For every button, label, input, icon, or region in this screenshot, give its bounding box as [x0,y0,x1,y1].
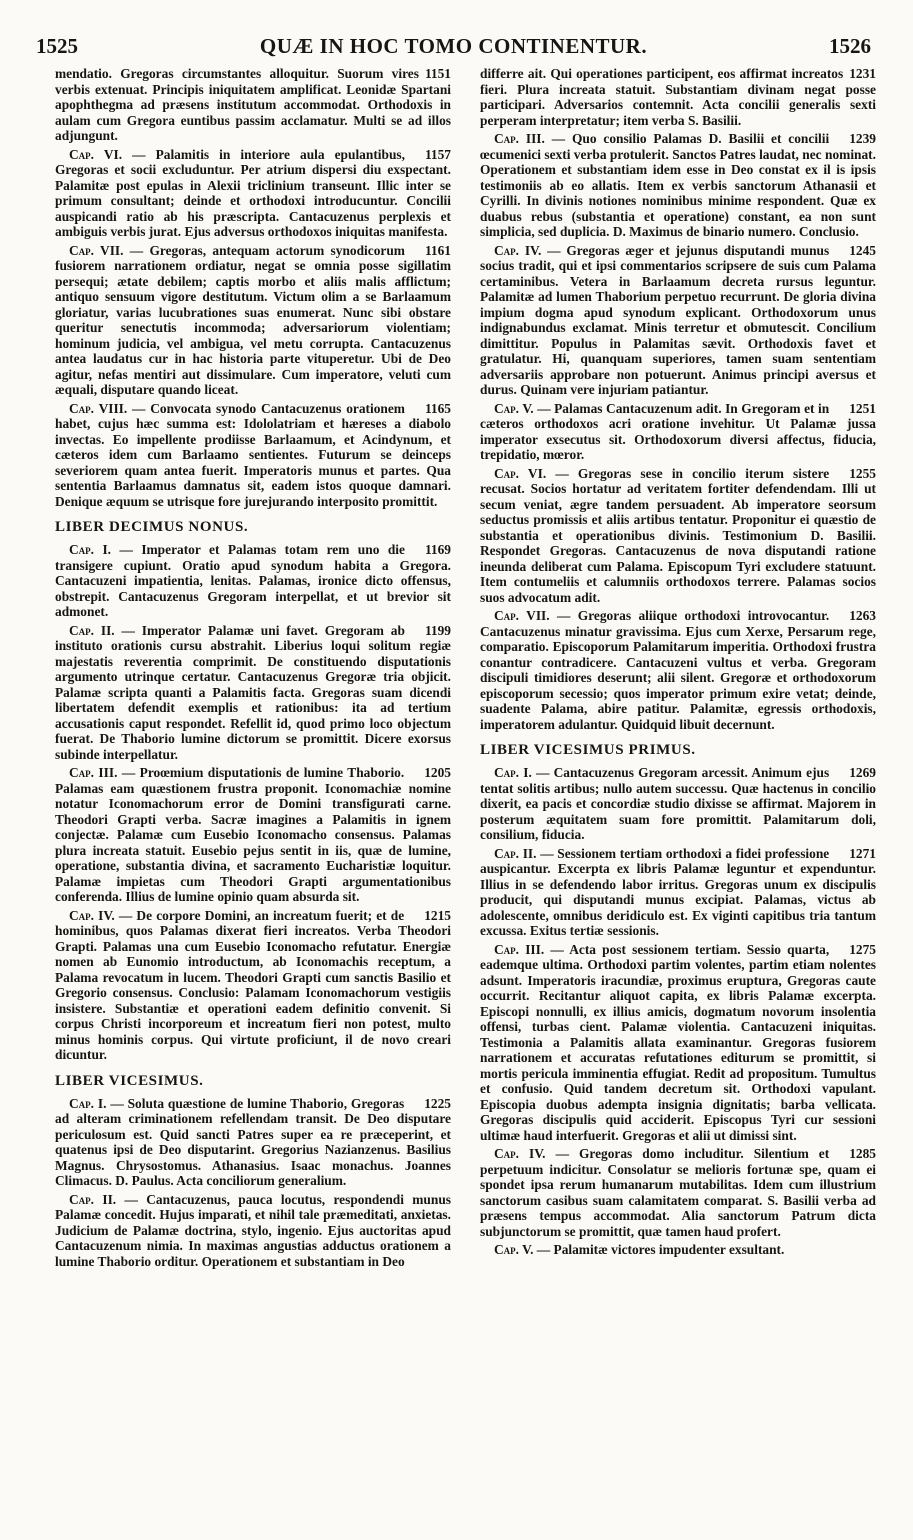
entry-text: — Convocata synodo Cantacuzenus orationem habet, cujus hæc summa est: Idololatriam et hæreses a diabolo invectas. Eo impellente prodiisse Barlaamum, et Acindynum, et cæteros idem cum Barlaamo sentientes. Futurum se deinceps severiorem quam antea fuerit. Imperatoris munus et partes. Qua sententia Barlaamus damnatus sit, eadem istos quoque damnari. Denique æquum se utrisque fore jurejurando interposito promittit. [55,400,451,509]
entry-text: — Imperator et Palamas totam rem uno die transigere cupiunt. Oratio apud synodum habita a Gregora. Cantacuzeni impatientia, lenitas. Palamas, ironice dicto offensus, obstrepit. Cantacuzenus Gregoram interpellat, et ut brevior sit admonet. [55,542,451,619]
running-title: QUÆ IN HOC TOMO CONTINENTUR. [259,34,648,58]
chapter-label: Cap. II. [69,1191,117,1207]
entry-page-number: 1285 [849,1146,876,1161]
entry-text: — Palamitæ victores impudenter exsultant. [536,1242,785,1257]
entry-page-number: 1151 [424,66,451,81]
chapter-label: Cap. V. [494,1242,534,1257]
entry-page-number: 1169 [424,542,451,557]
entry-page-number: 1157 [424,146,451,162]
chapter-entry-continued [55,66,451,144]
entry-page-number: 1271 [849,845,876,861]
chapter-label: Cap. VI. [494,465,547,481]
entry-page-number: 1263 [849,608,876,623]
entry-text: — Gregoras, antequam actorum synodicorum fusiorem narrationem ordiatur, negat se omnia posse sigillatim persequi; ætate debilem; captis morbo et aliis malis afflictum; antiquo sensuum vigore destitutum. Victum olim a se Barlaamum gloriatur, varias lucubrationes suas enumerat. Nunc sibi obstare queritur senectutis incommoda; adversariorum violentiam; hominum judicia, vel ambigua, vel metu corrupta. Cantacuzenus antea laudatus cur in hac historia parte vituperetur. Ubi de Deo agitur, nefas mentiri aut dissimulare. Cum imperatore, veluti cum æquali, disputare quando liceat. [55,242,451,397]
chapter-entry-continued [480,66,876,128]
book-heading: LIBER VICESIMUS. [55,1072,204,1089]
entry-text: — Proœmium disputationis de lumine Thaborio. Palamas eam quæstionem frustra proponit. Iconomachiæ nomine notatur Iconomachorum error de Domini transfigurati carne. Theodori Grapti verba. Sacræ imagines a Palamitis in ignem conjectæ. Palamæ cum Eusebio Iconomacho consensus. Palamas plura increata statuit. Eusebio pejus sentit in iis, quæ de lumine, operatione, substantia divina, et sacramento Eucharistiæ loquitur. Palamæ impietas cum Theodori Grapti argumentationibus conferenda. Illius de lumine opinio quam absurda sit. [55,765,451,904]
entry-page-number: 1165 [424,400,451,416]
entry-text: — Palamitis in interiore aula epulantibus, Gregoras et socii excluduntur. Per atrium dispersi diu exspectant. Palamitæ post epulas in Alexii triclinium transeunt. Illic inter se primum consultant; deinde et orthodoxi introducuntur. Concilii auspicandi ratio ab his præscripta. Cantacuzenus perplexis et ambiguis verbis jurat. Ejus adversus orthodoxos iniquitas manifesta. [55,146,451,239]
left-column [55,66,451,1510]
entry-page-number: 1239 [849,131,876,146]
entry-text: — Cantacuzenus Gregoram arcessit. Animum ejus tentat solitis artibus; nullo autem successu. Quæ hactenus in concilio dixerit, ea pacis et concordiæ studio dixisse se affirmat. Majorem in posterum æquitatem suam fore promittit. Palamitarum doli, consilium, fiducia. [480,765,876,842]
entry-text: — Gregoras æger et jejunus disputandi munus socius tradit, qui et ipsi commentarios scripsere de suis cum Palama certaminibus. Vetera in Barlaamum decreta rursus leguntur. Palamitæ ad lumen Thaborium perpetuo recurrunt. De gloria divina impium dogma apud synodum explicant. Orthodoxorum unus indignabundus exclamat. Minis terretur et obmutescit. Concilium dimittitur. Populus in Palamitas sævit. Orthodoxis favet et gratulatur. Hi, quanquam superiores, tamen suam sententiam adversariis approbare non potuerunt. Animus principi aversus et durus. Quinam vere injuriam patiantur. [480,242,876,397]
chapter-entry [55,147,451,240]
chapter-entry [480,131,876,240]
chapter-entry [480,765,876,843]
entry-page-number: 1275 [849,941,876,957]
entry-page-number: 1205 [424,765,451,780]
entry-text: — Cantacuzenus, pauca locutus, respondendi munus Palamæ concedit. Hujus imparati, et nihil tale præmeditati, anxietas. Judicium de Palamæ doctrina, stylo, ingenio. Ejus auctoritas apud Cantacuzenum nimia. In maximas angustias adductus orationem a lumine Thaborio orditur. Operationem et substantiam in Deo [55,1191,451,1269]
page-header [36,34,871,62]
entry-page-number: 1245 [849,242,876,258]
chapter-label: Cap. IV. [69,907,115,923]
chapter-entry [55,765,451,905]
chapter-label: Cap. VIII. [69,400,128,416]
entry-text: — Acta post sessionem tertiam. Sessio quarta, eademque ultima. Orthodoxi partim volentes, partim etiam nolentes adsunt. Imperatoris iracundiæ, proximus eruptura, Gregoras caute occurrit. Recitantur aliquot capita, ex libris Palamæ excerpta. Episcopi nonnulli, ex illius amicis, dogmatum novorum insolentia offensi, turbas cient. Palamæ violentia. Cantacuzeni iniquitas. Testimonia a Palamitis allata examinantur. Gregoras fusiorem narrationem et accuratas refutationes editurum se promittit, si mortis pericula imminentia effugiat. Redit ad propositum. Tumultus et confusio. Quid tandem decretum sit. Orthodoxi vapulant. Episcopia duobus adempta insignia dignitatis; barba vellicata. Gregoras discipulis quid acciderit. Episcopus Tyri cur sessioni ultimæ haud interfuerit. Gregoras et alii ut dimissi sint. [480,941,876,1143]
chapter-entry [480,608,876,732]
chapter-entry [480,243,876,398]
chapter-entry [480,401,876,463]
chapter-label: Cap. I. [69,542,112,557]
entry-page-number: 1255 [849,465,876,481]
entry-text: — Gregoras domo includitur. Silentium et perpetuum indicitur. Consolatur se melioris fortunæ spe, quam ei spondet ipsa rerum humanarum mutabilitas. Idem cum illustrium sanctorum casibus suam calamitatem comparat. S. Basilii verba ad præsens tempus accommodat. Alia sanctorum Patrum dicta subjunctorum se promittit, quæ tamen haud profert. [480,1146,876,1239]
chapter-entry [55,623,451,763]
chapter-entry [480,1242,876,1258]
chapter-label: Cap. IV. [494,242,542,258]
chapter-label: Cap. VII. [69,242,124,258]
chapter-entry [55,908,451,1063]
chapter-label: Cap. V. [494,400,534,416]
chapter-label: Cap. III. [494,131,545,146]
chapter-label: Cap. III. [69,765,118,780]
page-number-right: 1526 [829,34,871,58]
entry-text: — Sessionem tertiam orthodoxi a fidei professione auspicantur. Excerpta ex libris Palamæ leguntur et expenduntur. Illius in se defendendo labor irritus. Gregoras unum ex discipulis producit, qui disputandi munus excipiat. Palamas, victus ab adolescente, omnibus deridiculo est. Ex viginti capitibus tria tantum excussa. Exitus tertiæ sessionis. [480,845,876,938]
chapter-label: Cap. I. [494,765,532,780]
book-heading: LIBER VICESIMUS PRIMUS. [480,742,696,758]
right-column [480,66,876,1510]
entry-text: mendatio. Gregoras circumstantes alloquitur. Suorum vires verbis extenuat. Principis iniquitatem amplificat. Leonidæ Spartani apophthegma ad præsens institutum accommodat. Orthodoxis in aulam cum Gregora euntibus passim acclamatur. Multi se ad illos adjungunt. [55,66,451,143]
chapter-entry [55,1096,451,1189]
entry-page-number: 1199 [424,622,451,638]
entry-page-number: 1251 [849,400,876,416]
chapter-label: Cap. IV. [494,1146,546,1161]
entry-text: — De corpore Domini, an increatum fuerit; et de hominibus, quos Palamas dixerat fieri increatos. Verba Theodori Grapti. Palamas una cum Eusebio Iconomacho refutatur. Energiæ nomen ab Eunomio introductum, ab Iconomachis receptum, a Palama revocatum in lucem. Theodori Grapti cum sanctis Basilio et Gregorio consensus. Conclusio: Palamam Iconomachorum vestigiis insistere. Substantiæ et operationi eadem definitio convenit. Si corpus Christi incorporeum et increatum fieri non potest, multo minus hominis corpus. Qui virtute proficiunt, il de novo creari dicuntur. [55,907,451,1062]
entry-text: — Imperator Palamæ uni favet. Gregoram ab instituto orationis cursu abstrahit. Liberius loqui solitum regiæ majestatis reverentia comprimit. De constituendo disputationis argumento utrinque certatur. Cantacuzenus Gregoræ tria objicit. Palamæ scripta quanti a Palamitis facta. Gregoras suam dicendi libertatem defendit exemplis et rationibus: ita ad tertium accusationis caput respondet. Refellit id, quod primo loco objectum fuerat. De Thaborio lumine dictorum se promittit. Dicere exorsus subinde interpellatur. [55,622,451,762]
chapter-entry [55,1192,451,1270]
entry-page-number: 1269 [849,765,876,780]
chapter-entry [480,846,876,939]
entry-text: — Soluta quæstione de lumine Thaborio, Gregoras ad alteram criminationem refellendam transit. De Deo disputare periculosum est. Quid sancti Patres super ea re præceperint, et quatenus ipsi de Deo disputarint. Gregorius Nazianzenus. Basilius Magnus. Chrysostomus. Athanasius. Isaac monachus. Joannes Climacus. D. Paulus. Acta conciliorum generalium. [55,1095,451,1188]
chapter-entry [480,466,876,606]
chapter-entry [55,542,451,620]
chapter-label: Cap. VII. [494,608,550,623]
chapter-entry [480,942,876,1144]
chapter-label: Cap. I. [69,1095,107,1111]
chapter-entry [55,401,451,510]
entry-text: — Gregoras sese in concilio iterum sistere recusat. Socios hortatur ad veritatem fortiter defendendam. Illi ut secum veniat, ægre tandem persuadent. Ab imperatore seorsum seductus promissis et aliis artibus tentatur. Proponitur ei quæstio de substantia et operationibus divinis. Testimonium D. Basilii. Respondet Gregoras. Cantacuzenus de nova disputandi ratione ineunda deliberat cum Palama. Episcopum Tyri excludere statuunt. Item contumeliis et calumniis orthodoxos terrere. Palamas socios suos advocatum adit. [480,465,876,605]
entry-text: — Palamas Cantacuzenum adit. In Gregoram et in cæteros orthodoxos acri oratione invehitur. Ut Palamæ jussa imperator exsecutus sit. Orthodoxorum diversi affectus, fiducia, trepidatio, mœror. [480,400,876,462]
book-heading: LIBER DECIMUS NONUS. [55,519,249,535]
entry-page-number: 1225 [424,1095,451,1111]
entry-page-number: 1215 [424,907,451,923]
entry-page-number: 1161 [424,242,451,258]
chapter-entry [55,243,451,398]
entry-text: differre ait. Qui operationes participent, eos affirmat increatos fieri. Plura increata statuit. Substantiam divinam negat posse participari. Adversarios contemnit. Acta concilii generalis sexti perperam interpretatur; item verba S. Basilii. [480,66,876,128]
entry-text: — Quo consilio Palamas D. Basilii et concilii œcumenici sexti verba protulerit. Sanctos Patres laudat, nec nominat. Operationem et substantiam idem esse in Deo constat ex il is ipsis testimoniis ab eo allatis. Item ex verbis sanctorum Athanasii et Cyrilli. In divinis notiones nominibus minime respondent. Quæ ex duabus rebus (substantia et operatione) constant, ea non sunt simplicia, sed duplicia. D. Maximus de binario numero. Conclusio. [480,131,876,239]
chapter-entry [480,1146,876,1239]
entry-text: — Gregoras aliique orthodoxi introvocantur. Cantacuzenus minatur gravissima. Ejus cum Xerxe, Persarum rege, comparatio. Episcoporum Palamitarum imperitia. Orthodoxi frustra conantur contradicere. Cantacuzeni vultus et verba. Gregoram discipuli timidiores deserunt; alii silent. Gregoræ et orthodoxorum episcoporum secessio; quos imperator primum exire vetat; deinde, suadente Palama, abire patitur. Palamitæ, egressis orthodoxis, imperatorem adulantur. Quidquid libuit decernunt. [480,608,876,732]
chapter-label: Cap. VI. [69,146,123,162]
chapter-label: Cap. III. [494,941,545,957]
entry-page-number: 1231 [849,66,876,81]
chapter-label: Cap. II. [69,622,115,638]
chapter-label: Cap. II. [494,845,537,861]
page-number-left: 1525 [36,34,78,58]
